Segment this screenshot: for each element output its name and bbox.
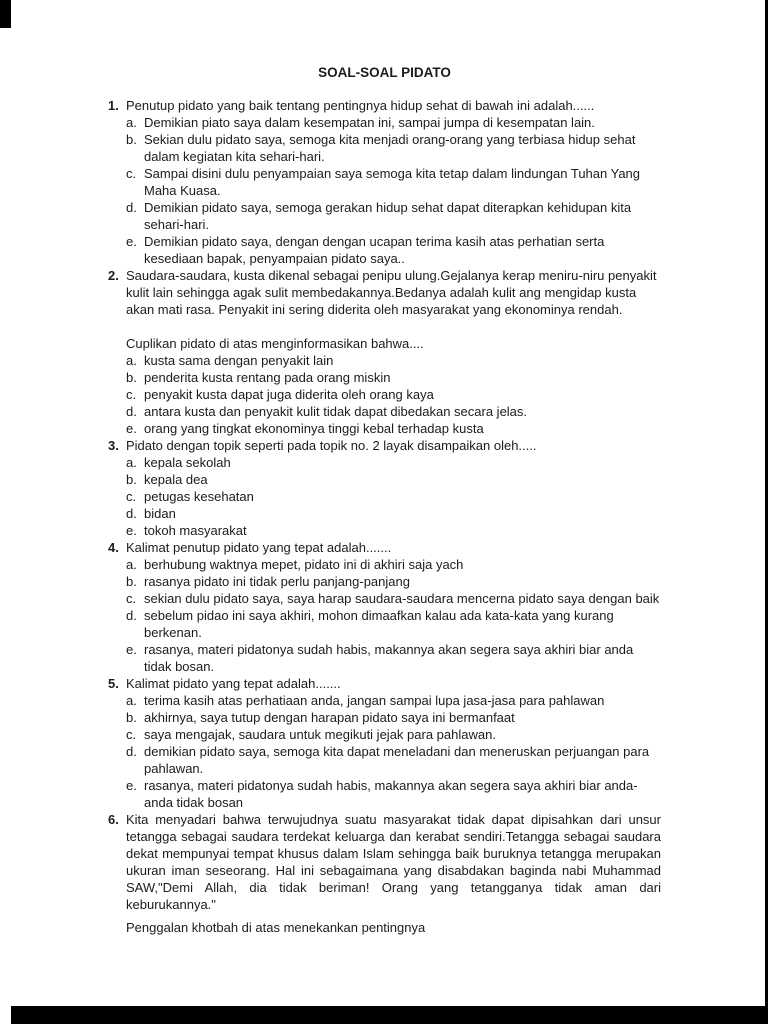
option-row [126, 471, 661, 488]
question-6 [108, 811, 661, 913]
option-letter: b. [126, 132, 137, 147]
option-letter: c. [126, 489, 137, 504]
option-letter: b. [126, 370, 137, 385]
options-list [126, 556, 661, 675]
page-edge-bottom-bar [11, 1006, 768, 1024]
option-letter: c. [126, 591, 137, 606]
option-text: berhubung waktnya mepet, pidato ini di akhiri saja yach [144, 557, 464, 572]
option-letter: d. [126, 200, 137, 215]
option-text: penyakit kusta dapat juga diderita oleh orang kaya [144, 387, 434, 402]
option-text: rasanya, materi pidatonya sudah habis, makannya akan segera saya akhiri biar anda-anda tidak bosan [144, 778, 638, 810]
option-row [126, 505, 661, 522]
question-number: 5. [108, 676, 119, 691]
question-followup: Cuplikan pidato di atas menginformasikan bahwa.... [126, 336, 424, 351]
option-row [126, 454, 661, 471]
option-row [126, 114, 661, 131]
partial-bottom-line: Penggalan khotbah di atas menekankan pentingnya [126, 920, 426, 935]
option-row [126, 369, 661, 386]
question-number: 2. [108, 268, 119, 283]
option-text: tokoh masyarakat [144, 523, 247, 538]
option-row [126, 692, 661, 709]
option-letter: e. [126, 234, 137, 249]
option-letter: e. [126, 421, 137, 436]
page-edge-corner-patch [0, 0, 11, 28]
option-row [126, 743, 661, 777]
option-text: antara kusta dan penyakit kulit tidak dapat dibedakan secara jelas. [144, 404, 528, 419]
option-text: sebelum pidao ini saya akhiri, mohon dimaafkan kalau ada kata-kata yang kurang berkenan. [144, 608, 614, 640]
option-text: kepala dea [144, 472, 208, 487]
option-letter: c. [126, 727, 137, 742]
question-number: 3. [108, 438, 119, 453]
option-row [126, 165, 661, 199]
option-text: akhirnya, saya tutup dengan harapan pidato saya ini bermanfaat [144, 710, 515, 725]
option-letter: a. [126, 557, 137, 572]
option-row [126, 590, 661, 607]
option-text: kusta sama dengan penyakit lain [144, 353, 334, 368]
option-text: Demikian pidato saya, semoga gerakan hidup sehat dapat diterapkan kehidupan kita sehari-hari. [144, 200, 632, 232]
option-letter: b. [126, 472, 137, 487]
option-row [126, 386, 661, 403]
option-letter: a. [126, 455, 137, 470]
option-text: terima kasih atas perhatiaan anda, jangan sampai lupa jasa-jasa para pahlawan [144, 693, 605, 708]
options-list [126, 692, 661, 811]
option-text: Demikian pidato saya, dengan dengan ucapan terima kasih atas perhatian serta kesediaan bapak, penyampaian pidato saya.. [144, 234, 605, 266]
option-text: saya mengajak, saudara untuk megikuti jejak para pahlawan. [144, 727, 496, 742]
options-list [126, 114, 661, 267]
option-letter: d. [126, 404, 137, 419]
option-letter: c. [126, 387, 137, 402]
question-text: Kalimat penutup pidato yang tepat adalah....... [126, 540, 392, 555]
option-row [126, 777, 661, 811]
option-letter: e. [126, 523, 137, 538]
options-list [126, 352, 661, 437]
option-letter: a. [126, 693, 137, 708]
question-5 [108, 675, 661, 811]
question-number: 6. [108, 812, 119, 827]
option-text: Sampai disini dulu penyampaian saya semoga kita tetap dalam lindungan Tuhan Yang Maha Kuasa. [144, 166, 641, 198]
page-content [108, 64, 661, 936]
blank-line [108, 318, 661, 335]
option-row [126, 573, 661, 590]
question-text: Penutup pidato yang baik tentang pentingnya hidup sehat di bawah ini adalah...... [126, 98, 595, 113]
option-text: orang yang tingkat ekonominya tinggi kebal terhadap kusta [144, 421, 484, 436]
option-text: Demikian piato saya dalam kesempatan ini, sampai jumpa di kesempatan lain. [144, 115, 595, 130]
option-text: rasanya, materi pidatonya sudah habis, makannya akan segera saya akhiri biar anda tidak bosan. [144, 642, 634, 674]
option-row [126, 420, 661, 437]
option-letter: a. [126, 115, 137, 130]
option-letter: d. [126, 744, 137, 759]
question-3 [108, 437, 661, 539]
option-letter: e. [126, 778, 137, 793]
option-letter: b. [126, 710, 137, 725]
option-text: petugas kesehatan [144, 489, 254, 504]
option-text: demikian pidato saya, semoga kita dapat meneladani dan meneruskan perjuangan para pahlawan. [144, 744, 650, 776]
option-letter: c. [126, 166, 137, 181]
option-row [126, 726, 661, 743]
option-text: Sekian dulu pidato saya, semoga kita menjadi orang-orang yang terbiasa hidup sehat dalam kegiatan kita sehari-hari. [144, 132, 636, 164]
option-letter: d. [126, 506, 137, 521]
option-text: kepala sekolah [144, 455, 231, 470]
option-letter: b. [126, 574, 137, 589]
option-row [126, 641, 661, 675]
question-2 [108, 267, 661, 437]
option-row [126, 522, 661, 539]
option-row [126, 403, 661, 420]
option-row [126, 233, 661, 267]
option-row [126, 607, 661, 641]
question-number: 1. [108, 98, 119, 113]
option-text: penderita kusta rentang pada orang miskin [144, 370, 391, 385]
question-1 [108, 97, 661, 267]
option-row [126, 131, 661, 165]
option-text: rasanya pidato ini tidak perlu panjang-panjang [144, 574, 410, 589]
question-4 [108, 539, 661, 675]
question-number: 4. [108, 540, 119, 555]
question-text: Kalimat pidato yang tepat adalah....... [126, 676, 341, 691]
option-letter: a. [126, 353, 137, 368]
option-text: bidan [144, 506, 176, 521]
option-letter: e. [126, 642, 137, 657]
question-text: Saudara-saudara, kusta dikenal sebagai penipu ulung.Gejalanya kerap meniru-niru penyakit kulit lain sehingga agak sulit membedakannya.Bedanya adalah kulit ang mengidap kusta akan mati rasa. Penyakit ini sering diderita oleh masyarakat yang ekonominya rendah. [126, 268, 657, 317]
option-text: sekian dulu pidato saya, saya harap saudara-saudara mencerna pidato saya dengan baik [144, 591, 660, 606]
question-text: Kita menyadari bahwa terwujudnya suatu masyarakat tidak dapat dipisahkan dari unsur tetangga sebagai saudara terdekat keluarga dan kerabat sendiri.Tetangga sebagai saudara dekat mempunyai tempat khusus dalam Islam sehingga baik buruknya tetangga merupakan ukuran iman seseorang. Hal ini sebagaimana yang disabdakan baginda nabi Muhammad SAW,"Demi Allah, dia tidak beriman! Orang yang tetangganya tidak aman dari keburukannya." [126, 812, 661, 912]
option-row [126, 488, 661, 505]
options-list [126, 454, 661, 539]
option-letter: d. [126, 608, 137, 623]
question-text: Pidato dengan topik seperti pada topik no. 2 layak disampaikan oleh..... [126, 438, 537, 453]
option-row [126, 709, 661, 726]
option-row [126, 199, 661, 233]
option-row [126, 556, 661, 573]
option-row [126, 352, 661, 369]
page-title: SOAL-SOAL PIDATO [318, 65, 451, 80]
